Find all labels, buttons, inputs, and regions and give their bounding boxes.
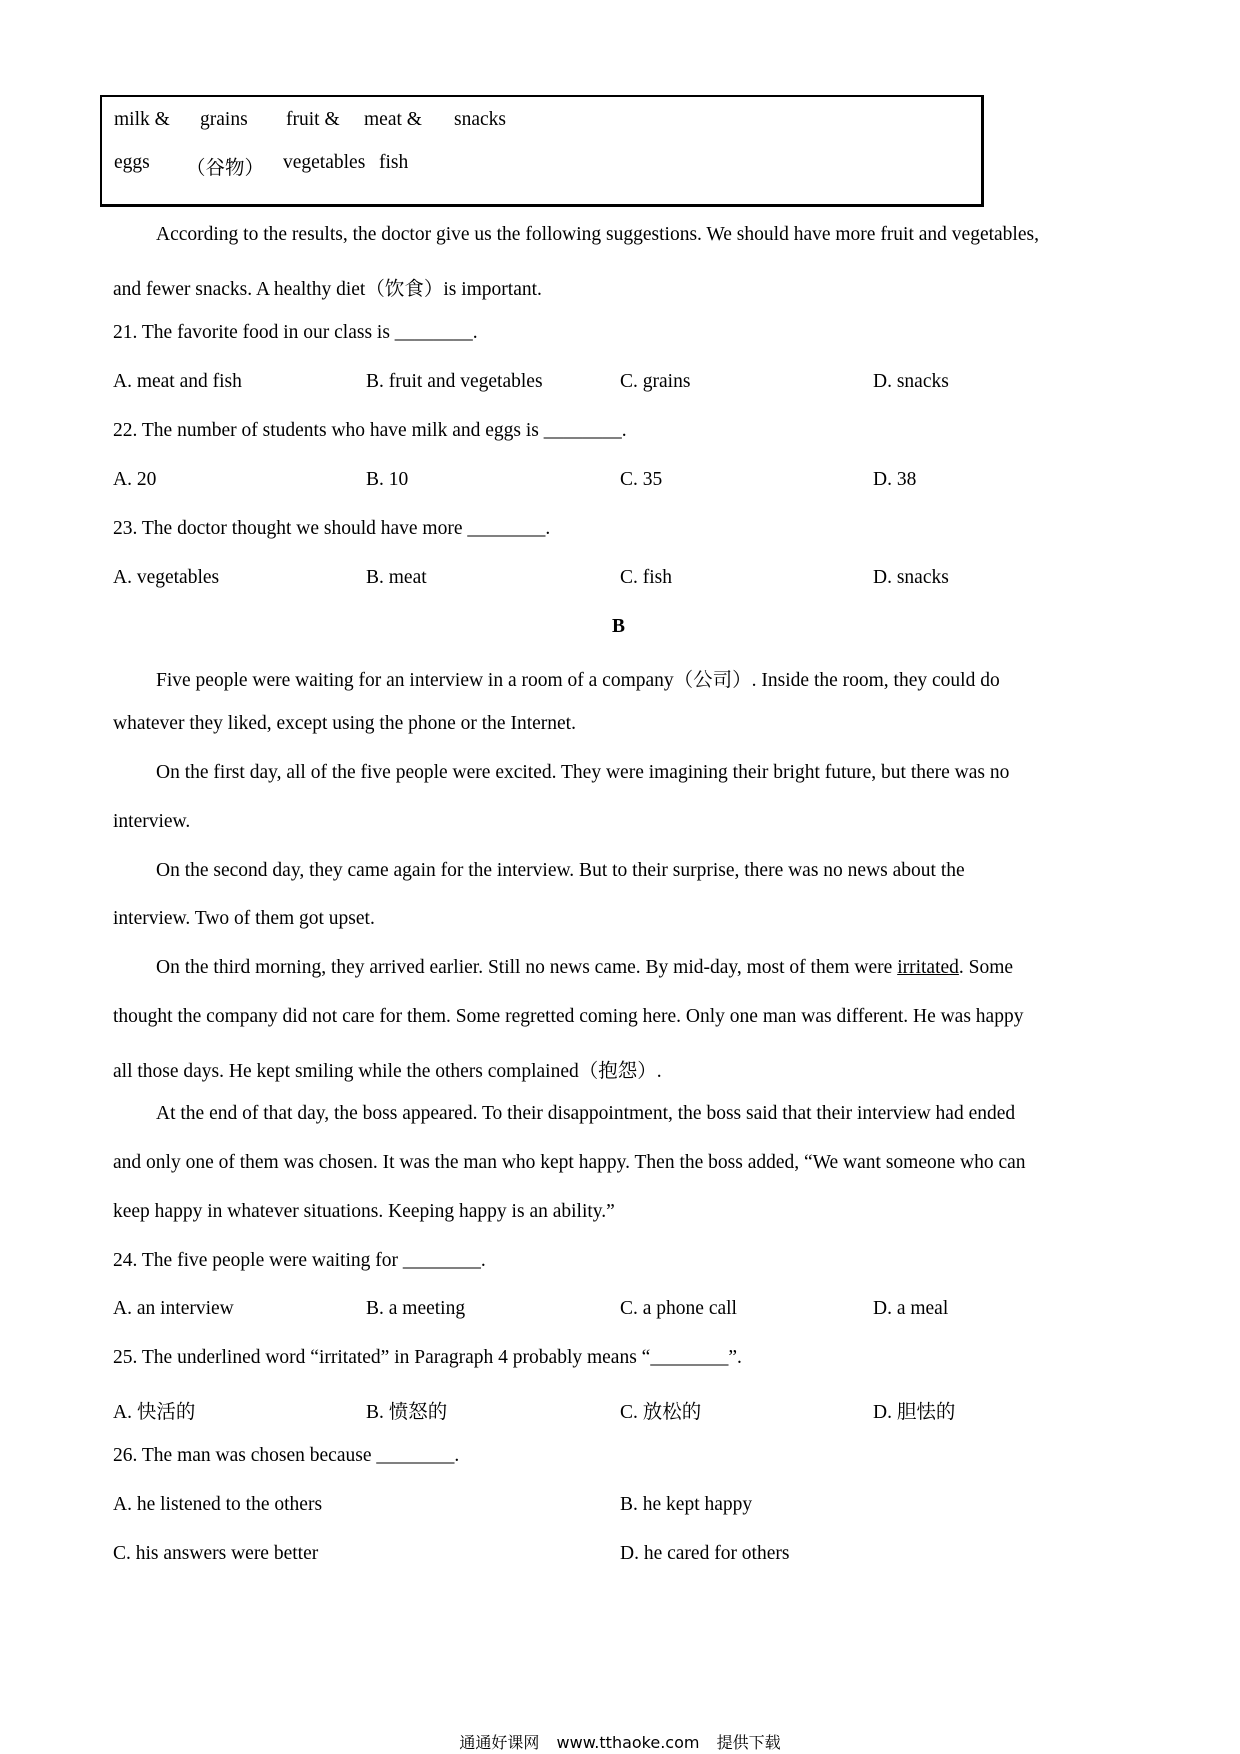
passage-line: interview.	[113, 811, 191, 832]
option-d: D. a meal	[873, 1298, 949, 1319]
passage-line: and only one of them was chosen. It was the man who kept happy. Then the boss added, “We want someone who can	[113, 1152, 1026, 1173]
option-c: C. his answers were better	[113, 1543, 319, 1564]
option-b: B. 愤怒的	[366, 1402, 448, 1423]
option-a: A. meat and fish	[113, 371, 242, 392]
table-cell: snacks	[454, 109, 506, 130]
table-cell: fish	[379, 152, 409, 173]
question-23: 23. The doctor thought we should have more ________.	[113, 518, 551, 539]
food-table	[100, 95, 984, 207]
option-b: B. fruit and vegetables	[366, 371, 543, 392]
option-d: D. 胆怯的	[873, 1402, 956, 1423]
passage-line: whatever they liked, except using the phone or the Internet.	[113, 713, 576, 734]
intro-line: According to the results, the doctor give us the following suggestions. We should have more fruit and vegetables,	[156, 224, 1039, 245]
option-c: C. grains	[620, 371, 691, 392]
option-b: B. meat	[366, 567, 427, 588]
passage-line: interview. Two of them got upset.	[113, 908, 375, 929]
passage-line	[156, 957, 1013, 979]
question-21: 21. The favorite food in our class is ________.	[113, 322, 478, 343]
section-heading: B	[612, 616, 626, 637]
passage-line: all those days. He kept smiling while the others complained（抱怨）.	[113, 1061, 662, 1082]
option-c: C. 35	[620, 469, 663, 490]
footer-site-name: 通通好课网	[459, 1733, 540, 1752]
passage-line: thought the company did not care for them. Some regretted coming here. Only one man was different. He was happy	[113, 1006, 1024, 1027]
option-d: D. snacks	[873, 371, 949, 392]
option-a: A. 20	[113, 469, 157, 490]
passage-line: On the second day, they came again for the interview. But to their surprise, there was no news about the	[156, 860, 965, 881]
footer-url[interactable]: www.tthaoke.com	[556, 1733, 700, 1752]
intro-line: and fewer snacks. A healthy diet（饮食）is important.	[113, 279, 542, 300]
passage-text: . Some	[958, 957, 1014, 978]
question-24: 24. The five people were waiting for ________.	[113, 1250, 486, 1271]
table-cell: fruit &	[286, 109, 340, 130]
question-26: 26. The man was chosen because ________.	[113, 1445, 460, 1466]
passage-line: keep happy in whatever situations. Keeping happy is an ability.”	[113, 1201, 615, 1222]
passage-line: On the first day, all of the five people were excited. They were imagining their bright future, but there was no	[156, 762, 1010, 783]
table-cell: grains	[200, 109, 248, 130]
table-cell: milk &	[114, 109, 170, 130]
option-b: B. he kept happy	[620, 1494, 753, 1515]
option-d: D. 38	[873, 469, 917, 490]
option-a: A. vegetables	[113, 567, 220, 588]
option-c: C. a phone call	[620, 1298, 737, 1319]
question-22: 22. The number of students who have milk and eggs is ________.	[113, 420, 627, 441]
option-c: C. fish	[620, 567, 673, 588]
option-a: A. 快活的	[113, 1402, 196, 1423]
option-a: A. an interview	[113, 1298, 234, 1319]
passage-text: On the third morning, they arrived earlier. Still no news came. By mid-day, most of them were	[156, 957, 898, 978]
option-c: C. 放松的	[620, 1402, 702, 1423]
option-d: D. he cared for others	[620, 1543, 790, 1564]
footer-note: 提供下载	[716, 1733, 781, 1752]
question-25: 25. The underlined word “irritated” in Paragraph 4 probably means “________”.	[113, 1347, 742, 1368]
underlined-word: irritated	[897, 957, 959, 978]
table-cell: eggs	[114, 152, 150, 173]
table-cell: vegetables	[283, 152, 366, 173]
page-footer	[0, 1730, 1240, 1753]
table-cell: （谷物）	[186, 158, 265, 179]
option-b: B. a meeting	[366, 1298, 466, 1319]
option-a: A. he listened to the others	[113, 1494, 323, 1515]
passage-line: At the end of that day, the boss appeared. To their disappointment, the boss said that their interview had ended	[156, 1103, 1016, 1124]
table-cell: meat &	[364, 109, 422, 130]
passage-line: Five people were waiting for an interview in a room of a company（公司）. Inside the room, they could do	[156, 670, 1000, 691]
option-b: B. 10	[366, 469, 409, 490]
option-d: D. snacks	[873, 567, 949, 588]
